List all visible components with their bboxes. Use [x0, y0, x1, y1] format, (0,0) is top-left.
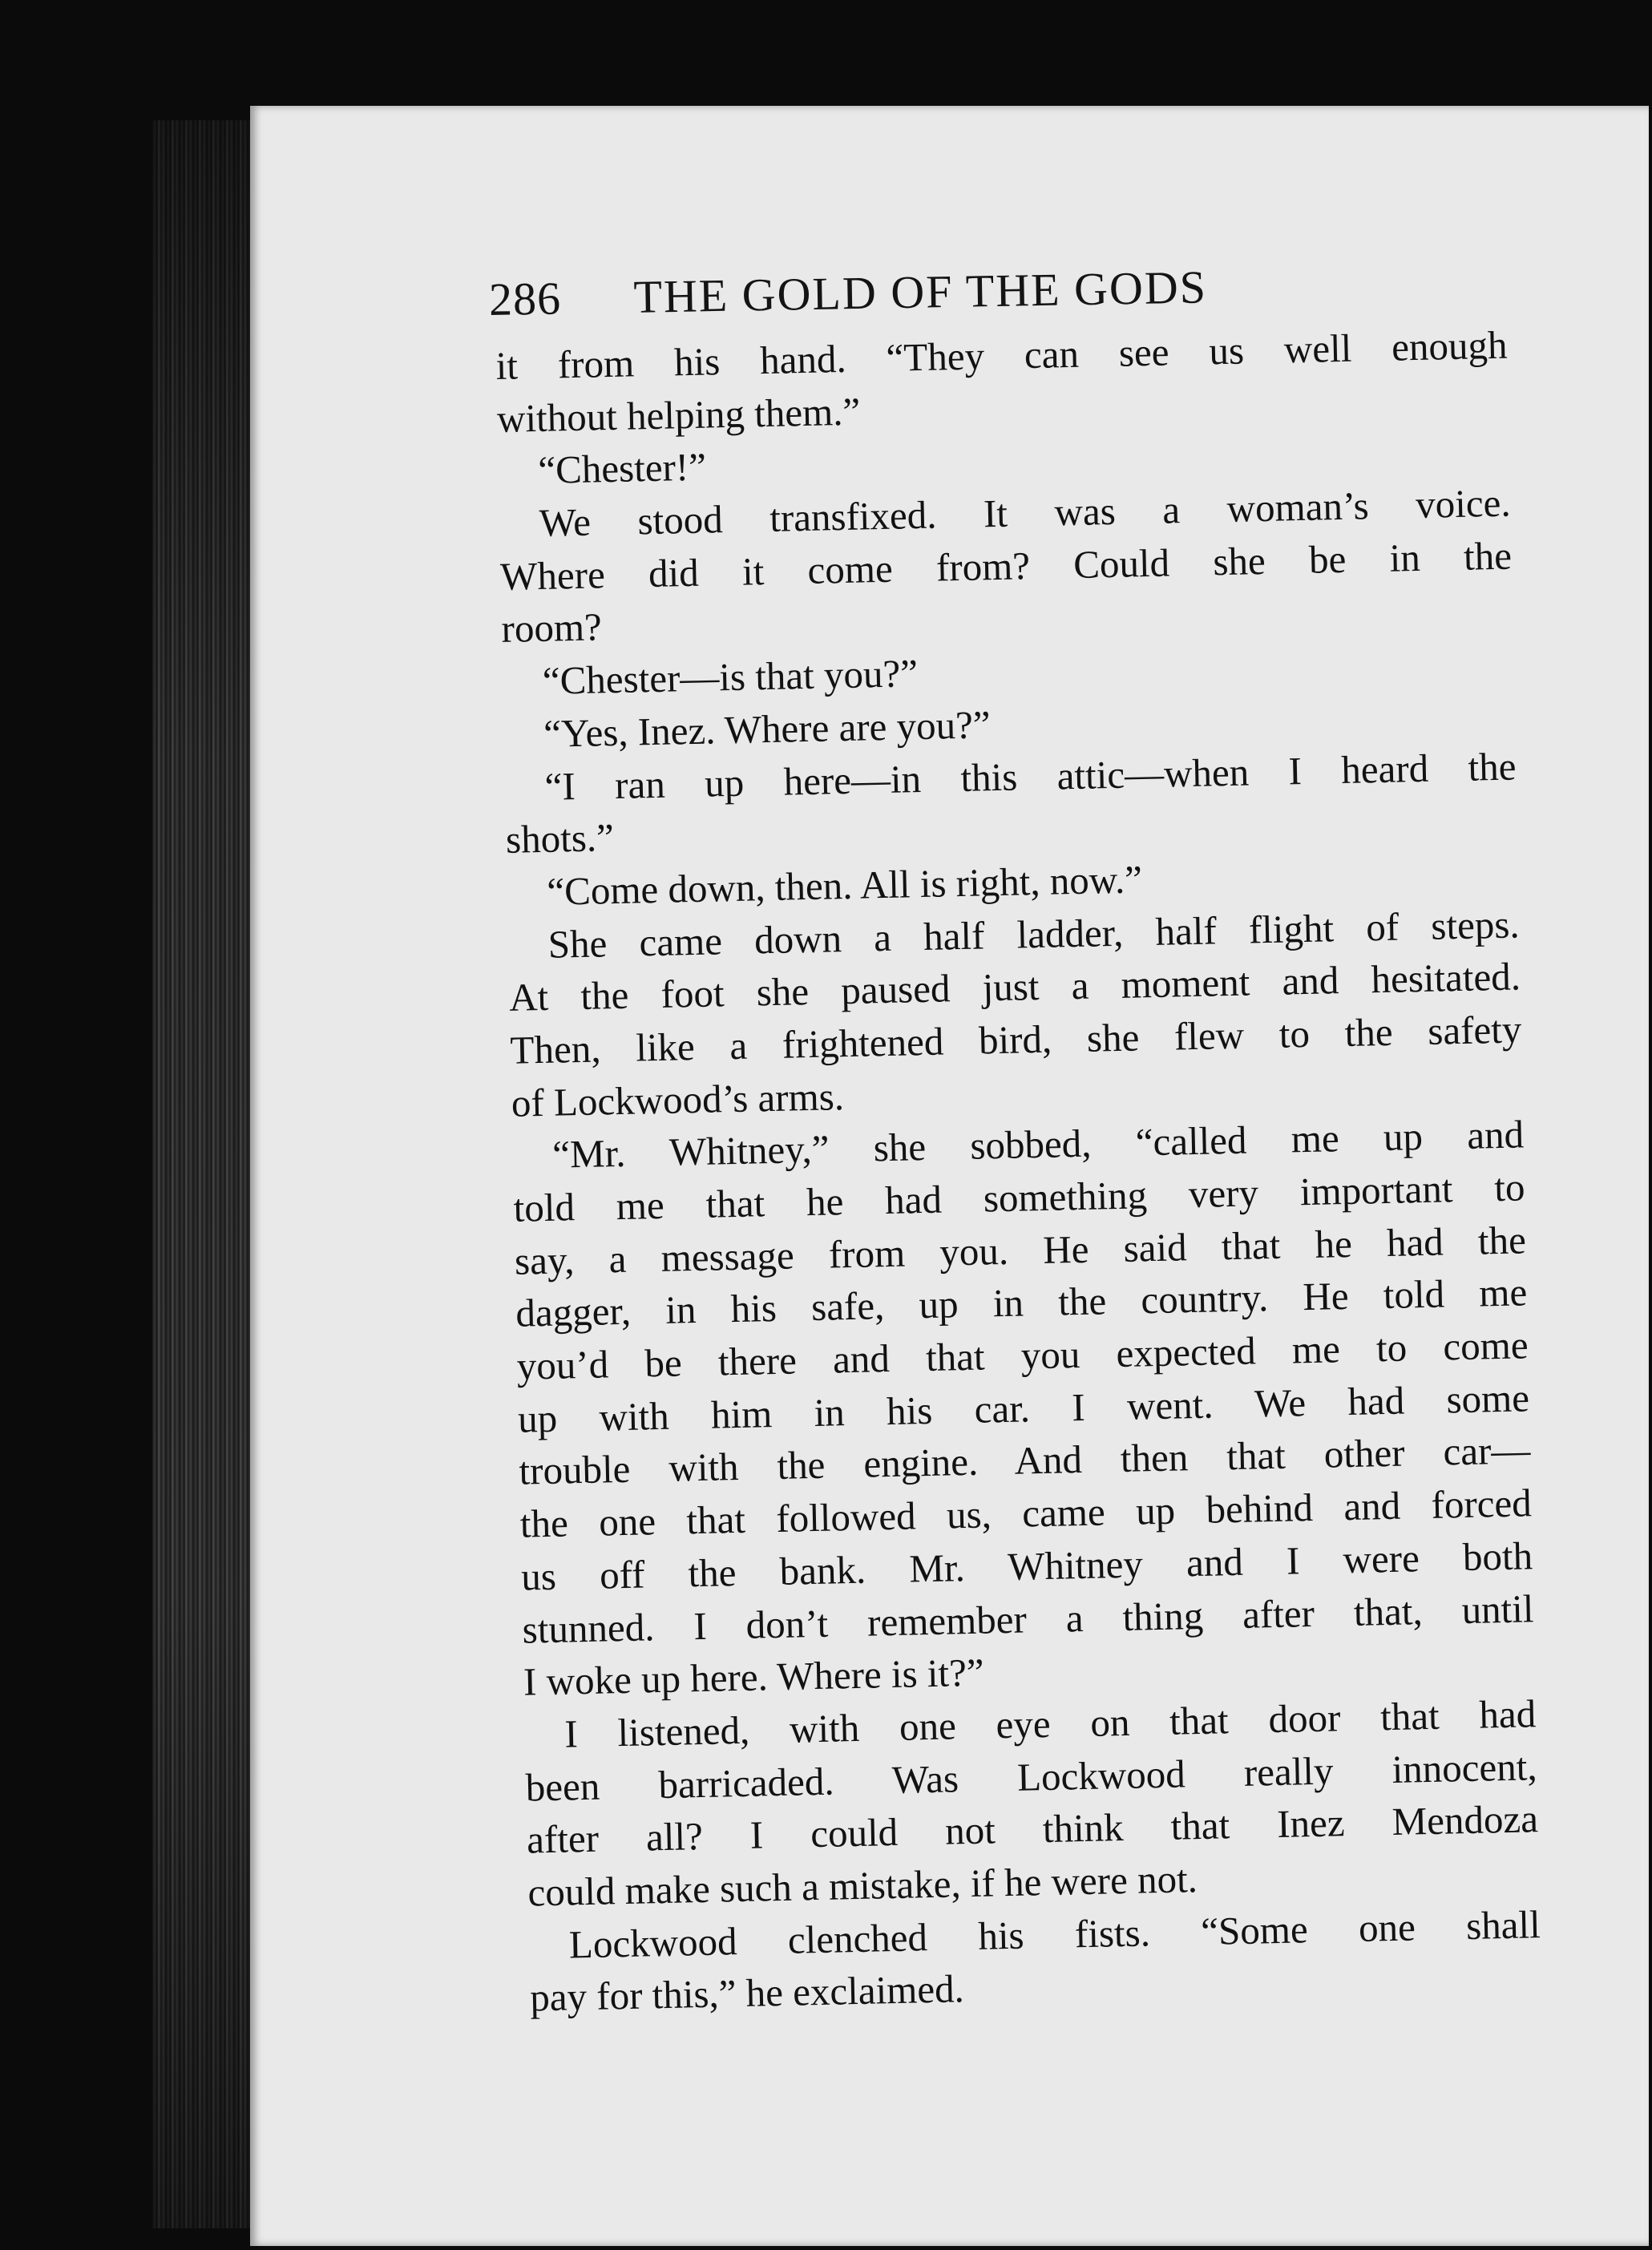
text-line: shots.” [505, 815, 615, 862]
text-line: pay for this,” he exclaimed. [529, 1966, 965, 2020]
text-line: us off the bank. Mr. Whitney and I were both [520, 1533, 1533, 1599]
text-line: At the foot she paused just a moment and hesitated. [508, 954, 1521, 1020]
text-line: I listened, with one eye on that door that had [563, 1691, 1537, 1756]
text-line: could make such a mistake, if he were not. [527, 1856, 1198, 1915]
text-line: say, a message from you. He said that he had the [514, 1218, 1527, 1283]
text-line: We stood transfixed. It was a woman’s voice. [539, 480, 1512, 545]
body-text [495, 319, 1542, 2025]
text-line: Then, like a frightened bird, she flew to the safety [509, 1007, 1522, 1072]
text-line: Lockwood clenched his fists. “Some one shall [568, 1901, 1541, 1967]
text-line: She came down a half ladder, half flight of steps. [547, 901, 1521, 967]
text-line: you’d be there and that you expected me to come [516, 1323, 1529, 1388]
text-line: of Lockwood’s arms. [511, 1073, 845, 1125]
text-line: it from his hand. “They can see us well enough [495, 322, 1508, 388]
text-line: “Chester!” [537, 444, 707, 493]
text-line: told me that he had something very important to [513, 1165, 1525, 1230]
text-line: “Come down, then. All is right, now.” [546, 857, 1143, 914]
text-line: dagger, in his safe, up in the country. He told me [515, 1270, 1528, 1336]
text-line: the one that followed us, came up behind and forced [519, 1480, 1533, 1546]
running-title: THE GOLD OF THE GODS [632, 261, 1208, 323]
text-line: room? [500, 604, 603, 652]
text-line: up with him in his car. I went. We had some [517, 1375, 1530, 1441]
text-line: trouble with the engine. And then that other car— [518, 1428, 1531, 1494]
text-line: Where did it come from? Could she be in the [499, 533, 1513, 599]
text-line: “Mr. Whitney,” she sobbed, “called me up and [551, 1112, 1525, 1178]
text-line: after all? I could not think that Inez Mendoza [526, 1796, 1539, 1862]
page-number: 286 [488, 272, 562, 325]
text-line: been barricaded. Was Lockwood really innocent, [525, 1743, 1538, 1810]
page-edges-shadow [152, 120, 265, 2228]
text-line: stunned. I don’t remember a thing after that, until [522, 1586, 1534, 1652]
text-line: “Chester—is that you?” [542, 651, 919, 703]
text-line: without helping them.” [496, 389, 861, 441]
text-line: “I ran up here—in this attic—when I heard the [544, 743, 1517, 809]
text-line: “Yes, Inez. Where are you?” [543, 701, 992, 756]
text-line: I woke up here. Where is it?” [523, 1650, 985, 1704]
